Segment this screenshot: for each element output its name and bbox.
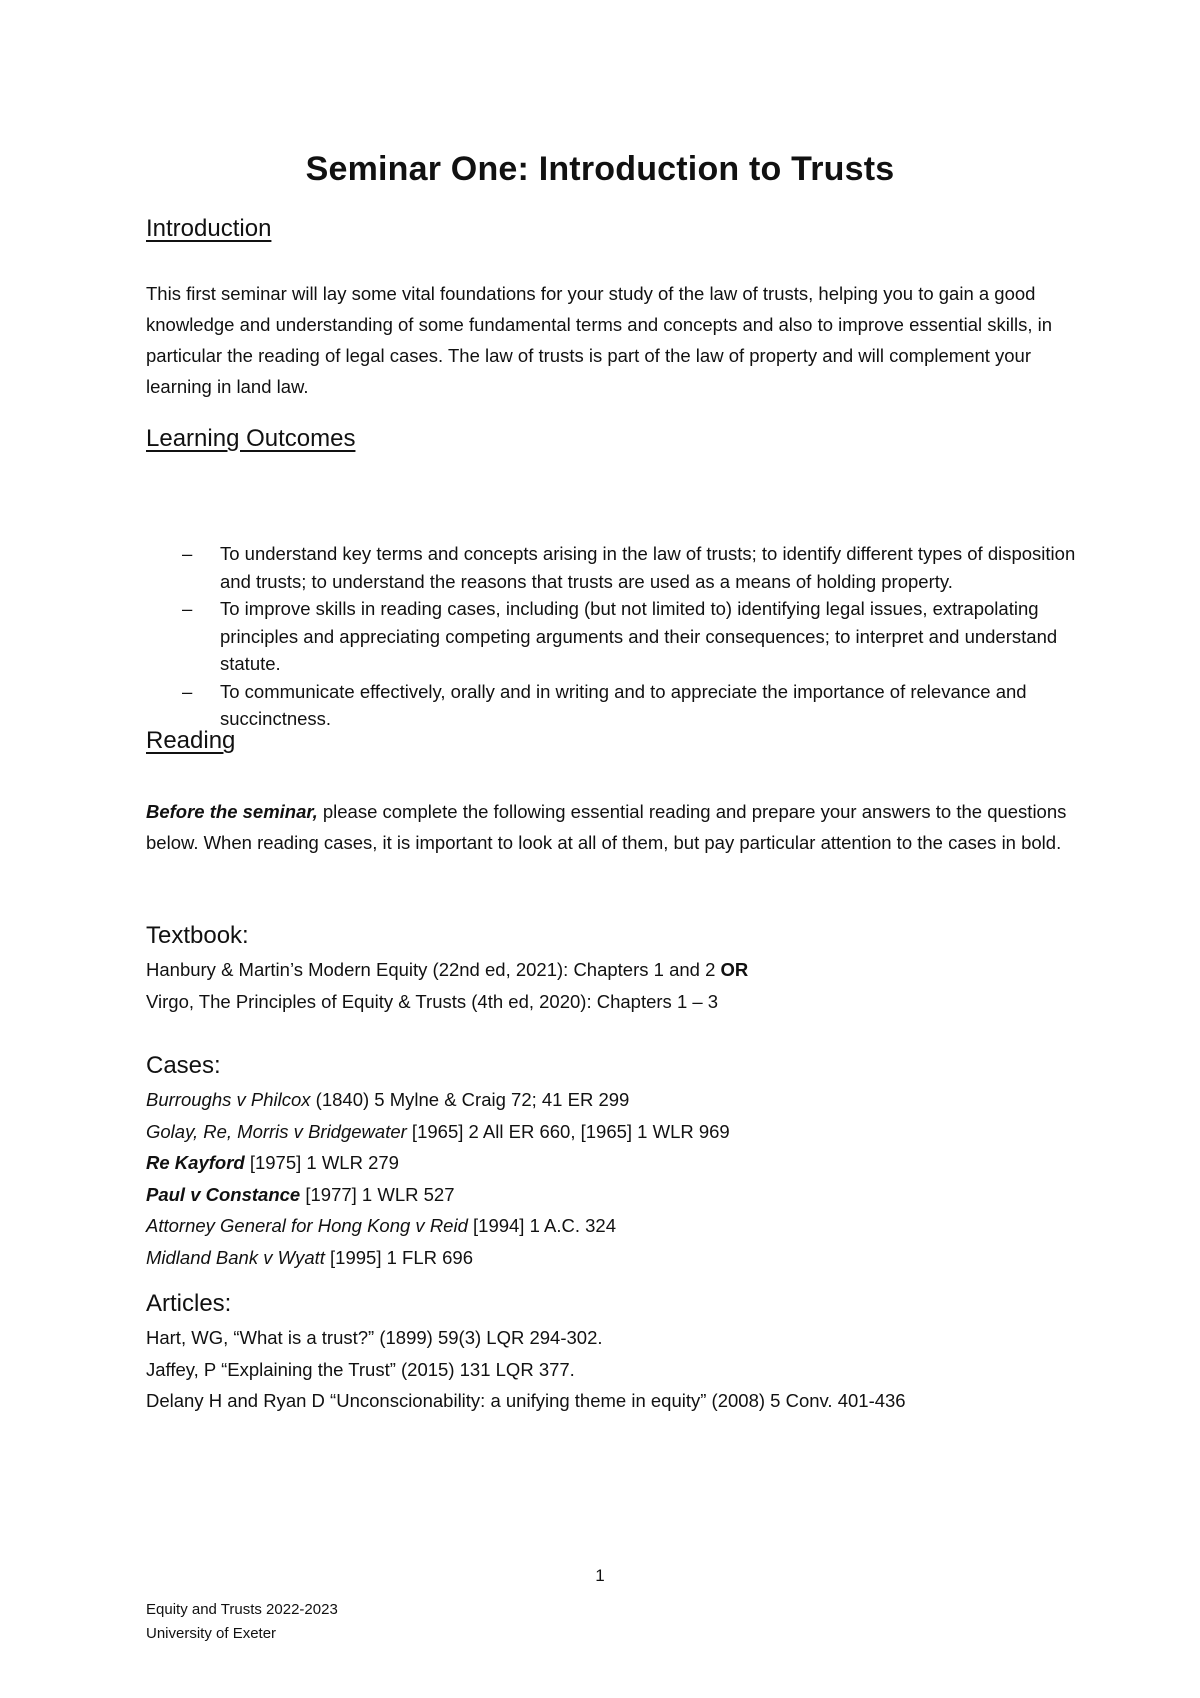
case-citation: (1840) 5 Mylne & Craig 72; 41 ER 299: [310, 1089, 630, 1110]
case-item: [146, 1242, 1146, 1274]
reading-intro: [146, 796, 1076, 858]
articles-list: [146, 1322, 1146, 1417]
reading-heading: Reading: [146, 727, 236, 754]
case-citation: [1994] 1 A.C. 324: [467, 1215, 616, 1236]
textbook-or: OR: [720, 959, 749, 980]
case-citation: [1965] 2 All ER 660, [1965] 1 WLR 969: [406, 1120, 730, 1142]
textbook-item: Virgo, The Principles of Equity & Trusts (4th ed, 2020): Chapters 1 – 3: [146, 990, 719, 1012]
article-item: Jaffey, P “Explaining the Trust” (2015) 131 LQR 377.: [146, 1358, 575, 1380]
page-footer: [146, 1598, 338, 1646]
page-number: 1: [595, 1566, 605, 1585]
textbook-heading: Textbook:: [146, 922, 249, 949]
case-item: [146, 1147, 1146, 1179]
introduction-heading: Introduction: [146, 215, 272, 242]
textbook-list: [146, 954, 1146, 1017]
case-name: Re Kayford: [146, 1152, 245, 1173]
case-item: [146, 1210, 1146, 1242]
cases-heading: Cases:: [146, 1052, 221, 1079]
learning-outcome-item: [146, 540, 1076, 595]
learning-outcome-text: To improve skills in reading cases, including (but not limited to) identifying legal issues, extrapolating principles and appreciating competing arguments and their consequences; to interpret and understand statute.: [220, 598, 1058, 674]
case-name: Midland Bank v Wyatt: [146, 1246, 325, 1268]
case-citation: [1975] 1 WLR 279: [244, 1152, 399, 1173]
articles-heading: Articles:: [146, 1290, 232, 1317]
cases-list: [146, 1084, 1146, 1273]
introduction-paragraph: This first seminar will lay some vital foundations for your study of the law of trusts, helping you to gain a good knowledge and understanding of some fundamental terms and concepts and also to improve essential skills, in particular the reading of legal cases. The law of trusts is part of the law of property and will complement your learning in land law.: [146, 283, 1052, 397]
case-name: Burroughs v Philcox: [146, 1089, 311, 1110]
learning-outcome-text: To understand key terms and concepts arising in the law of trusts; to identify different types of disposition and trusts; to understand the reasons that trusts are used as a means of holding property.: [220, 543, 1076, 592]
footer-course: Equity and Trusts 2022-2023: [146, 1601, 338, 1618]
learning-outcomes-heading: Learning Outcomes: [146, 425, 356, 452]
reading-intro-text: please complete the following essential reading and prepare your answers to the questions below. When reading cases, it is important to look at all of them, but pay particular attention to the cases in bold.: [146, 801, 1067, 853]
dash-bullet-icon: –: [182, 543, 193, 564]
footer-institution: University of Exeter: [146, 1625, 277, 1642]
dash-bullet-icon: –: [182, 598, 193, 619]
article-item: Hart, WG, “What is a trust?” (1899) 59(3) LQR 294-302.: [146, 1327, 603, 1348]
case-item: [146, 1116, 1146, 1148]
page-title: Seminar One: Introduction to Trusts: [305, 150, 895, 188]
case-citation: [1977] 1 WLR 527: [300, 1183, 455, 1205]
case-item: [146, 1179, 1146, 1211]
case-citation: [1995] 1 FLR 696: [324, 1246, 474, 1268]
case-name: Golay, Re, Morris v Bridgewater: [146, 1120, 407, 1142]
textbook-text: Hanbury & Martin’s Modern Equity (22nd ed, 2021): Chapters 1 and 2: [146, 959, 721, 980]
case-name: Attorney General for Hong Kong v Reid: [146, 1215, 468, 1236]
learning-outcome-item: [146, 678, 1076, 733]
learning-outcome-text: To communicate effectively, orally and in writing and to appreciate the importance of relevance and succinctness.: [220, 680, 1027, 729]
case-item: [146, 1084, 1146, 1116]
reading-intro-lead: Before the seminar,: [146, 801, 318, 822]
learning-outcome-item: [146, 595, 1076, 678]
dash-bullet-icon: –: [182, 680, 193, 702]
case-name: Paul v Constance: [146, 1183, 301, 1205]
article-item: Delany H and Ryan D “Unconscionability: a unifying theme in equity” (2008) 5 Conv. 401-436: [146, 1390, 906, 1411]
learning-outcomes-list: [146, 540, 1076, 733]
textbook-item: [146, 954, 1146, 986]
